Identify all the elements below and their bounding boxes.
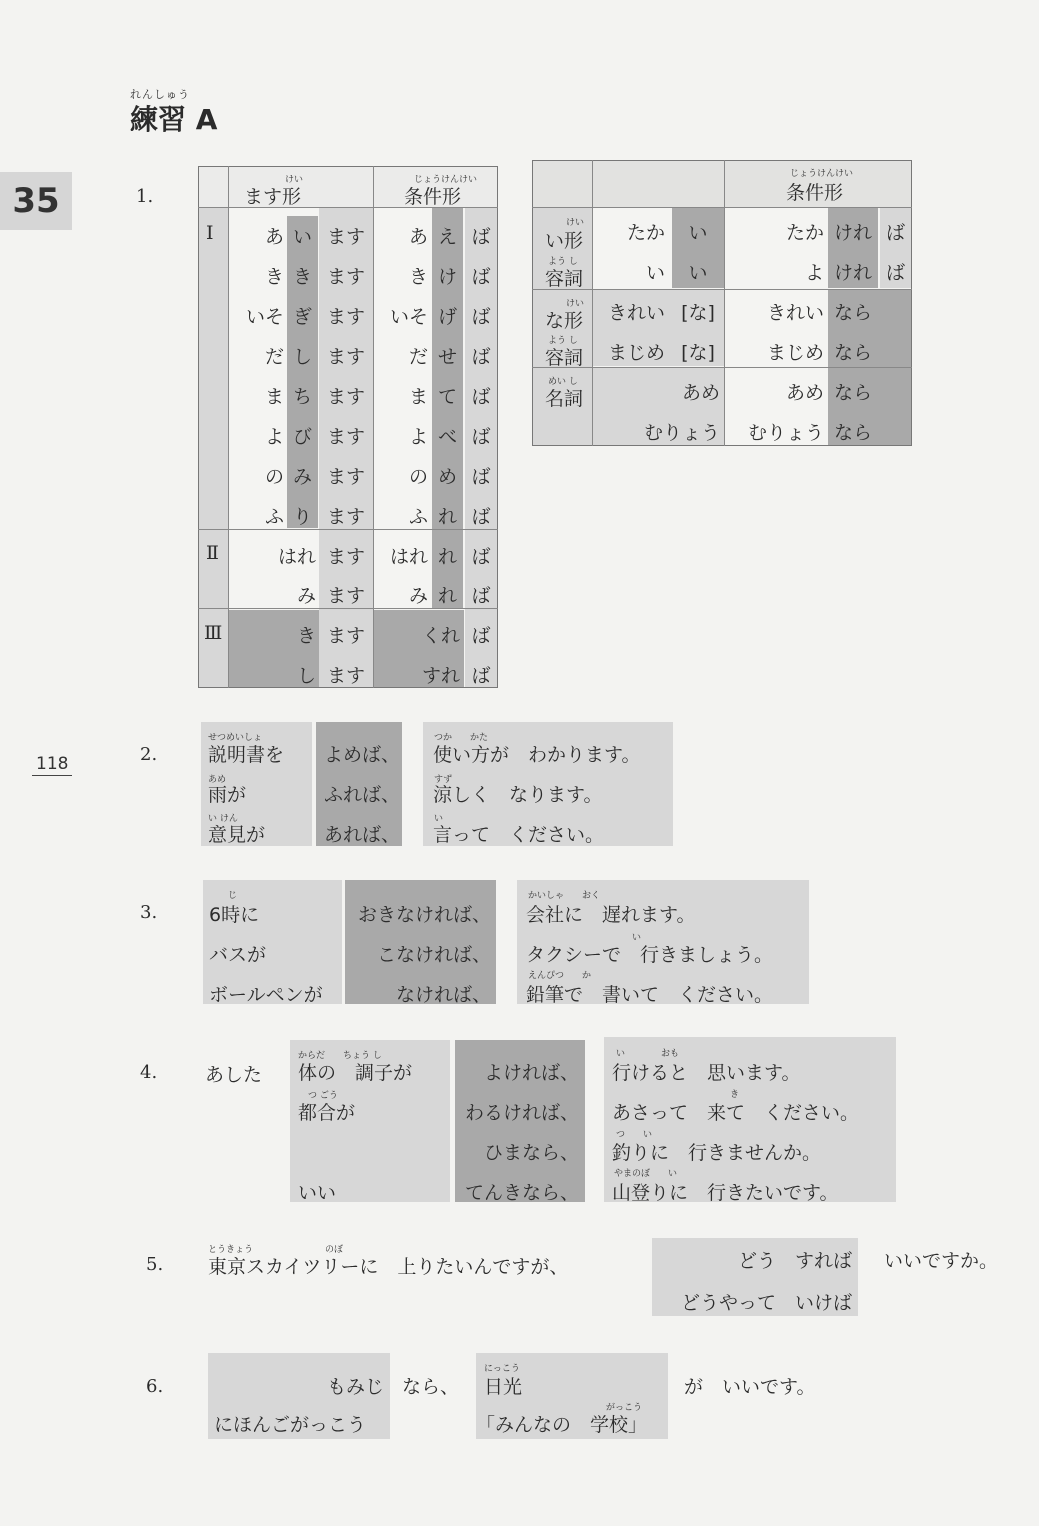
q3-condition: なければ、 — [395, 984, 491, 1006]
q3-subject: ボールペンが — [209, 984, 323, 1006]
q3-result: タクシーで 行きましょう。 — [526, 944, 774, 966]
q6-mid: なら、 — [402, 1376, 460, 1398]
question-number: 4. — [140, 1062, 158, 1083]
q2-condition: ふれば、 — [324, 784, 401, 806]
q3-condition: おきなければ、 — [357, 904, 491, 926]
na-adjective-label: な形 — [545, 310, 584, 332]
q2-subject: 意見が — [208, 824, 266, 846]
q3-condition: こなければ、 — [376, 944, 491, 966]
q6-option: 「みんなの 学校」 — [476, 1414, 648, 1436]
i-adjective-label: い形 — [545, 230, 584, 252]
q6-option: 日光 — [484, 1376, 523, 1398]
q4-lead: あした — [205, 1064, 263, 1086]
group-column — [199, 167, 228, 687]
q3-subject: バスが — [209, 944, 267, 966]
q4-result: 行けると 思います。 — [612, 1062, 801, 1084]
q5-lead: 東京スカイツリーに 上りたいんですが、 — [208, 1256, 569, 1278]
group-2-label: Ⅱ — [206, 542, 219, 564]
question-number: 2. — [140, 744, 158, 765]
page-number: 118 — [32, 754, 72, 776]
q2-result: 言って ください。 — [433, 824, 605, 846]
group-3-label: Ⅲ — [204, 622, 223, 644]
q4-condition: てんきなら、 — [464, 1182, 579, 1204]
q4-subject: 体の 調子が — [298, 1062, 413, 1084]
q3-result: 鉛筆で 書いて ください。 — [526, 984, 774, 1006]
q4-subject: いい — [298, 1182, 337, 1204]
q2-result: 使い方が わかります。 — [433, 744, 641, 766]
q4-condition: ひまなら、 — [483, 1142, 579, 1164]
question-number: 6. — [146, 1376, 164, 1397]
q2-subject: 雨が — [208, 784, 247, 806]
title-ruby: れんしゅう — [130, 88, 190, 101]
q4-result: 釣りに 行きませんか。 — [612, 1142, 822, 1164]
q4-condition: よければ、 — [483, 1062, 579, 1084]
q5-choice: どう すれば — [737, 1250, 852, 1272]
group-1-label: Ⅰ — [206, 222, 214, 244]
question-number: 5. — [146, 1254, 164, 1275]
q2-subject: 説明書を — [208, 744, 285, 766]
table-header-row — [533, 161, 911, 207]
q4-condition: わるければ、 — [464, 1102, 579, 1124]
q2-condition: あれば、 — [324, 824, 401, 846]
q2-result: 涼しく なります。 — [433, 784, 603, 806]
page-title: 練習 A — [130, 103, 218, 136]
jouken-header-ruby: じょうけんけい — [414, 175, 478, 185]
question-number: 1. — [136, 186, 154, 207]
q4-result: あさって 来て ください。 — [612, 1102, 860, 1124]
q6-tail: が いいです。 — [684, 1376, 816, 1398]
q6-place: もみじ — [326, 1376, 384, 1398]
q4-subject: 都合が — [298, 1102, 356, 1124]
jouken-header-ruby: じょうけんけい — [790, 169, 854, 179]
jouken-header: 条件形 — [404, 186, 462, 208]
q5-choice: どうやって いけば — [680, 1292, 852, 1314]
chapter-badge: 35 — [0, 172, 72, 230]
q2-condition: よめば、 — [324, 744, 401, 766]
masu-header: ます形 — [244, 186, 302, 208]
q4-result: 山登りに 行きたいです。 — [612, 1182, 839, 1204]
jouken-header: 条件形 — [786, 182, 844, 204]
noun-label: 名詞 — [545, 388, 584, 410]
question-number: 3. — [140, 902, 158, 923]
q5-tail: いいですか。 — [884, 1250, 999, 1272]
masu-header-ruby: けい — [285, 175, 304, 185]
q6-place: にほんごがっこう — [214, 1414, 367, 1436]
q3-subject: 6時に — [209, 904, 260, 926]
q3-result: 会社に 遅れます。 — [526, 904, 696, 926]
